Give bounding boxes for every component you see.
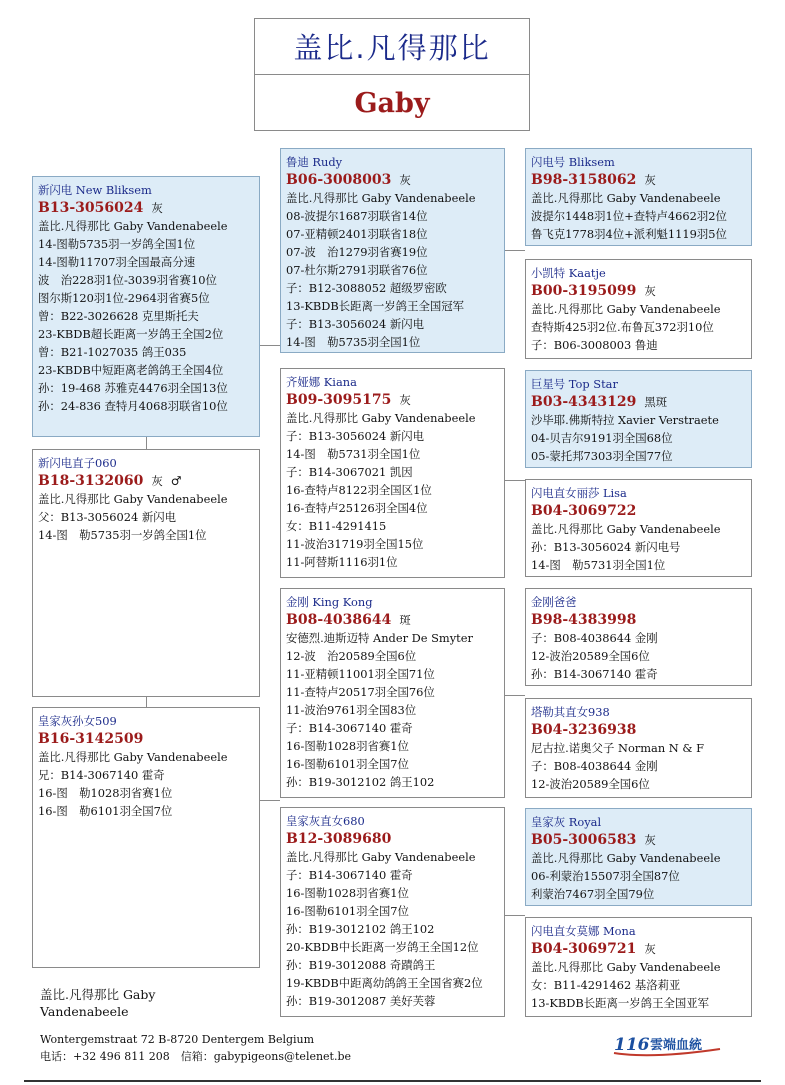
- card-line: 16-图 勒1028羽省赛1位: [38, 786, 173, 800]
- card-line: 孙：24-836 查特月4068羽联省10位: [38, 399, 228, 413]
- logo-graphic: [612, 1033, 722, 1057]
- pedigree-card-sire: [32, 176, 260, 437]
- connector-line: [505, 480, 525, 481]
- ring-number: B13-3056024 灰: [38, 200, 163, 216]
- owner-header: [254, 18, 530, 131]
- card-line: 16-图勒6101羽全国7位: [286, 757, 409, 771]
- card-line: 16-图勒1028羽省赛1位: [286, 886, 409, 900]
- bird-name: 闪电直女莫娜 Mona: [531, 924, 636, 938]
- card-line: 查特斯425羽2位.布鲁瓦372羽10位: [531, 320, 714, 334]
- card-line: 12-波治20589全国6位: [531, 649, 650, 663]
- ring-number: B03-4343129 黑斑: [531, 394, 668, 410]
- pedigree-card-dd: [280, 807, 505, 1017]
- card-line: 孙：B14-3067140 霍奇: [531, 667, 658, 681]
- card-line: 子：B14-3067021 凯因: [286, 465, 413, 479]
- card-line: 子：B13-3056024 新闪电: [286, 317, 425, 331]
- card-line: 12-波治20589全国6位: [531, 777, 650, 791]
- pedigree-card-ds: [280, 588, 505, 798]
- card-line: 盖比.凡得那比 Gaby Vandenabeele: [286, 411, 476, 425]
- ring-number: B05-3006583 灰: [531, 832, 656, 848]
- card-line: 20-KBDB中长距离一岁鸽王全国12位: [286, 940, 479, 954]
- card-line: 盖比.凡得那比 Gaby Vandenabeele: [286, 850, 476, 864]
- card-line: 13-KBDB长距离一岁鸽王全国亚军: [531, 996, 710, 1010]
- card-line: 女：B11-4291415: [286, 519, 387, 533]
- bottom-divider: [24, 1080, 761, 1082]
- bird-name: 小凯特 Kaatje: [531, 266, 606, 280]
- card-line: 盖比.凡得那比 Gaby Vandenabeele: [38, 492, 228, 506]
- card-line: 图尔斯120羽1位-2964羽省赛5位: [38, 291, 210, 305]
- pedigree-card-sds: [525, 370, 752, 468]
- connector-line: [505, 250, 525, 251]
- owner-name-cn: 盖比.凡得那比: [255, 19, 529, 75]
- card-line: 孙：B19-3012088 奇蹟鸽王: [286, 958, 436, 972]
- card-line: 13-KBDB长距离一岁鸽王全国冠军: [286, 299, 465, 313]
- male-icon: ♂: [170, 474, 182, 488]
- ring-number: B04-3236938: [531, 722, 637, 738]
- bird-name: 鲁迪 Rudy: [286, 155, 343, 169]
- card-line: 11-阿替斯1116羽1位: [286, 555, 398, 569]
- connector-line: [260, 345, 280, 346]
- card-line: 子：B12-3088052 超级罗密欧: [286, 281, 447, 295]
- pedigree-card-dsd: [525, 698, 752, 798]
- pedigree-card-sd: [280, 368, 505, 578]
- card-line: 16-图勒6101羽全国7位: [286, 904, 409, 918]
- bird-name: 皇家灰 Royal: [531, 815, 602, 829]
- pedigree-card-ssd: [525, 259, 752, 359]
- card-line: 14-图勒11707羽全国最高分速: [38, 255, 196, 269]
- ring-number: B12-3089680: [286, 831, 392, 847]
- ring-number: B09-3095175 灰: [286, 392, 411, 408]
- bird-color: 斑: [399, 613, 411, 627]
- card-line: 19-KBDB中距离幼鸽鸽王全国省赛2位: [286, 976, 483, 990]
- ring-number: B08-4038644 斑: [286, 612, 411, 628]
- pedigree-card-ddd: [525, 917, 752, 1017]
- bird-color: 灰: [151, 201, 163, 215]
- card-line: 波 治228羽1位-3039羽省赛10位: [38, 273, 217, 287]
- logo-number: 116: [614, 1035, 650, 1055]
- card-line: 05-蒙托邦7303羽全国77位: [531, 449, 673, 463]
- card-line: 23-KBDB中短距离老鸽鸽王全国4位: [38, 363, 224, 377]
- bird-name: 金刚 King Kong: [286, 595, 373, 609]
- bird-color: 灰: [644, 173, 656, 187]
- card-line: 盖比.凡得那比 Gaby Vandenabeele: [531, 960, 721, 974]
- card-line: 07-亚精顿2401羽联省18位: [286, 227, 428, 241]
- bird-name: 齐娅娜 Kiana: [286, 375, 357, 389]
- ring-number: B98-3158062 灰: [531, 172, 656, 188]
- ring-number: B04-3069722: [531, 503, 637, 519]
- card-line: 孙：B19-3012087 美好芙蓉: [286, 994, 436, 1008]
- card-line: 11-查特卢20517羽全国76位: [286, 685, 435, 699]
- card-line: 孙：B19-3012102 鸽王102: [286, 775, 435, 789]
- pedigree-card-ss: [280, 148, 505, 353]
- bird-color: 灰: [399, 173, 411, 187]
- bird-name: 皇家灰直女680: [286, 814, 365, 828]
- bird-color: 灰: [644, 833, 656, 847]
- card-line: 鲁飞克1778羽4位+派利魁1119羽5位: [531, 227, 727, 241]
- connector-line: [146, 437, 147, 449]
- card-line: 子：B08-4038644 金刚: [531, 759, 658, 773]
- card-line: 子：B08-4038644 金刚: [531, 631, 658, 645]
- bird-name: 皇家灰孙女509: [38, 714, 117, 728]
- card-line: 曾：B22-3026628 克里斯托夫: [38, 309, 199, 323]
- card-line: 安德烈.迪斯迈特 Ander De Smyter: [286, 631, 473, 645]
- cloud-pedigree-logo: [612, 1033, 722, 1057]
- card-line: 04-贝吉尔9191羽全国68位: [531, 431, 673, 445]
- ring-number: B18-3132060 灰 ♂: [38, 473, 182, 489]
- breeder-name: [40, 986, 155, 1020]
- pedigree-card-dam: [32, 707, 260, 968]
- owner-name-en: Gaby: [354, 87, 430, 119]
- card-line: 孙：B19-3012102 鸽王102: [286, 922, 435, 936]
- card-line: 盖比.凡得那比 Gaby Vandenabeele: [531, 191, 721, 205]
- bird-color: 灰: [644, 284, 656, 298]
- ring-number: B06-3008003 灰: [286, 172, 411, 188]
- breeder-name-line1: 盖比.凡得那比 Gaby: [40, 987, 156, 1002]
- card-line: 盖比.凡得那比 Gaby Vandenabeele: [38, 219, 228, 233]
- bird-color: 灰: [399, 393, 411, 407]
- card-line: 16-图 勒6101羽全国7位: [38, 804, 173, 818]
- card-line: 14-图 勒5731羽全国1位: [286, 447, 421, 461]
- bird-name: 新闪电直子060: [38, 456, 117, 470]
- connector-line: [505, 915, 525, 916]
- breeder-name-line2: Vandenabeele: [40, 1004, 129, 1019]
- card-line: 兄：B14-3067140 霍奇: [38, 768, 165, 782]
- bird-color: 黑斑: [644, 395, 668, 409]
- card-line: 子：B14-3067140 霍奇: [286, 868, 413, 882]
- card-line: 16-查特卢8122羽全国区1位: [286, 483, 432, 497]
- logo-text: 雲端血統: [650, 1038, 703, 1053]
- card-line: 11-亚精顿11001羽全国71位: [286, 667, 435, 681]
- card-line: 12-波 治20589全国6位: [286, 649, 417, 663]
- card-line: 子：B06-3008003 鲁迪: [531, 338, 658, 352]
- card-line: 孙：19-468 苏雅克4476羽全国13位: [38, 381, 228, 395]
- pedigree-card-dss: [525, 588, 752, 686]
- card-line: 14-图 勒5735羽一岁鸽全国1位: [38, 528, 207, 542]
- card-line: 08-波提尔1687羽联省14位: [286, 209, 428, 223]
- bird-name: 闪电直女丽莎 Lisa: [531, 486, 627, 500]
- card-line: 06-利蒙治15507羽全国87位: [531, 869, 680, 883]
- card-line: 盖比.凡得那比 Gaby Vandenabeele: [531, 851, 721, 865]
- ring-number: B04-3069721 灰: [531, 941, 656, 957]
- bird-name: 闪电号 Bliksem: [531, 155, 615, 169]
- card-line: 盖比.凡得那比 Gaby Vandenabeele: [531, 522, 721, 536]
- bird-name: 巨星号 Top Star: [531, 377, 618, 391]
- card-line: 14-图勒5735羽一岁鸽全国1位: [38, 237, 196, 251]
- card-line: 父：B13-3056024 新闪电: [38, 510, 177, 524]
- card-line: 16-图勒1028羽省赛1位: [286, 739, 409, 753]
- card-line: 子：B13-3056024 新闪电: [286, 429, 425, 443]
- card-line: 16-查特卢25126羽全国4位: [286, 501, 428, 515]
- card-line: 曾：B21-1027035 鸽王035: [38, 345, 187, 359]
- bird-name: 新闪电 New Bliksem: [38, 183, 152, 197]
- pedigree-card-sdd: [525, 479, 752, 577]
- breeder-contact: 电话：+32 496 811 208 信箱：gabypigeons@telenet.be: [40, 1050, 352, 1063]
- card-line: 女：B11-4291462 基洛莉亚: [531, 978, 681, 992]
- card-line: 盖比.凡得那比 Gaby Vandenabeele: [38, 750, 228, 764]
- card-line: 孙：B13-3056024 新闪电号: [531, 540, 681, 554]
- card-line: 11-波治31719羽全国15位: [286, 537, 424, 551]
- card-line: 23-KBDB超长距离一岁鸽王全国2位: [38, 327, 224, 341]
- ring-number: B00-3195099 灰: [531, 283, 656, 299]
- ring-number: B98-4383998: [531, 612, 637, 628]
- connector-line: [505, 695, 525, 696]
- card-line: 07-波 治1279羽省赛19位: [286, 245, 428, 259]
- card-line: 盖比.凡得那比 Gaby Vandenabeele: [531, 302, 721, 316]
- bird-name: 金刚爸爸: [531, 595, 577, 609]
- card-line: 沙毕耶.佛斯特拉 Xavier Verstraete: [531, 413, 719, 427]
- pedigree-card-dds: [525, 808, 752, 906]
- pedigree-card-sss: [525, 148, 752, 246]
- card-line: 利蒙治7467羽全国79位: [531, 887, 655, 901]
- card-line: 14-图 勒5731羽全国1位: [531, 558, 666, 572]
- card-line: 07-杜尔斯2791羽联省76位: [286, 263, 428, 277]
- card-line: 11-波治9761羽全国83位: [286, 703, 417, 717]
- bird-color: 灰: [151, 474, 163, 488]
- card-line: 波提尔1448羽1位+查特卢4662羽2位: [531, 209, 727, 223]
- bird-name: 塔勒其直女938: [531, 705, 610, 719]
- breeder-address: Wontergemstraat 72 B-8720 Dentergem Belgium: [40, 1033, 315, 1046]
- pedigree-card-self: [32, 449, 260, 697]
- card-line: 子：B14-3067140 霍奇: [286, 721, 413, 735]
- card-line: 14-图 勒5735羽全国1位: [286, 335, 421, 349]
- ring-number: B16-3142509: [38, 731, 144, 747]
- connector-line: [260, 800, 280, 801]
- card-line: 盖比.凡得那比 Gaby Vandenabeele: [286, 191, 476, 205]
- bird-color: 灰: [644, 942, 656, 956]
- connector-line: [146, 697, 147, 707]
- card-line: 尼古拉.诺奥父子 Norman N & F: [531, 741, 705, 755]
